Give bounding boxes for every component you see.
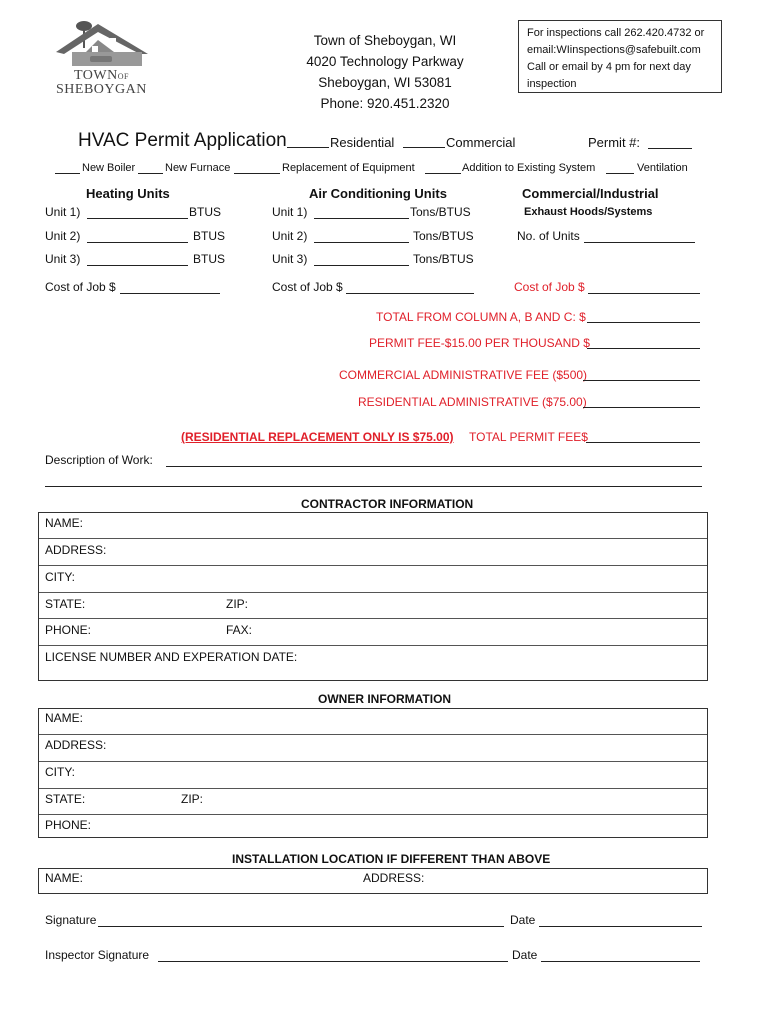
inspection-line-4: inspection [527,78,577,90]
ac-unit-1-suffix: Tons/BTUS [410,205,471,219]
ac-unit-3-label: Unit 3) [272,252,308,266]
new-furnace-blank[interactable] [138,173,163,174]
owner-city-field[interactable]: CITY: [45,765,76,779]
inspection-line-3: Call or email by 4 pm for next day [527,61,691,73]
heating-unit-3-label: Unit 3) [45,252,81,266]
new-boiler-label: New Boiler [82,162,136,174]
residential-label: Residential [330,135,395,150]
ac-unit-2-label: Unit 2) [272,229,308,243]
residential-admin-label: RESIDENTIAL ADMINISTRATIVE ($75.00) [358,395,587,409]
contractor-zip-field[interactable]: ZIP: [226,597,249,611]
new-furnace-label: New Furnace [165,162,231,174]
commercial-subheading: Exhaust Hoods/Systems [524,206,653,218]
inspector-signature-label: Inspector Signature [45,948,150,962]
form-title: HVAC Permit Application [78,130,287,151]
signature-label: Signature [45,913,97,927]
contractor-fax-field[interactable]: FAX: [226,623,253,637]
town-address [290,30,480,114]
ventilation-label: Ventilation [637,162,688,174]
commercial-admin-label: COMMERCIAL ADMINISTRATIVE FEE ($500) [339,368,588,382]
ac-unit-3-field[interactable] [314,265,409,266]
permit-fee-label: PERMIT FEE-$15.00 PER THOUSAND $ [369,336,590,350]
owner-state-field[interactable]: STATE: [45,792,86,806]
address-phone: Phone: 920.451.2320 [320,96,450,111]
contractor-heading: CONTRACTOR INFORMATION [301,497,474,511]
ac-unit-3-suffix: Tons/BTUS [413,252,474,266]
logo-town-text: TOWNOF [74,68,129,83]
ac-unit-1-field[interactable] [314,218,409,219]
inspection-info-box [518,20,722,93]
contractor-city-field[interactable]: CITY: [45,570,76,584]
permit-number-field[interactable] [648,148,692,149]
heating-unit-2-field[interactable] [87,242,188,243]
ac-unit-2-suffix: Tons/BTUS [413,229,474,243]
residential-blank[interactable] [287,147,329,148]
heating-unit-1-label: Unit 1) [45,205,81,219]
ac-cost-field[interactable] [346,293,474,294]
installation-name-field[interactable]: NAME: [45,871,84,885]
signature-date-label: Date [510,913,536,927]
total-permit-fee-field[interactable] [586,442,700,443]
heating-cost-field[interactable] [120,293,220,294]
house-logo-icon [52,18,160,70]
contractor-info-box [38,512,708,681]
contractor-state-field[interactable]: STATE: [45,597,86,611]
commercial-admin-field[interactable] [583,380,700,381]
heating-heading: Heating Units [86,186,170,201]
total-abc-label: TOTAL FROM COLUMN A, B AND C: $ [376,310,586,324]
replacement-label: Replacement of Equipment [282,162,415,174]
ac-heading: Air Conditioning Units [309,186,447,201]
contractor-license-field[interactable]: LICENSE NUMBER AND EXPERATION DATE: [45,650,298,664]
heating-unit-1-field[interactable] [87,218,188,219]
ac-unit-2-field[interactable] [314,242,409,243]
owner-address-field[interactable]: ADDRESS: [45,738,107,752]
description-field-line-1[interactable] [166,466,702,467]
ac-cost-label: Cost of Job $ [272,280,343,294]
inspection-line-1: For inspections call 262.420.4732 or [527,27,705,39]
address-line-2: 4020 Technology Parkway [306,54,464,69]
residential-admin-field[interactable] [583,407,700,408]
owner-info-box [38,708,708,838]
description-field-line-2[interactable] [45,486,702,487]
total-permit-fee-label: TOTAL PERMIT FEE$ [469,430,588,444]
inspector-date-label: Date [512,948,538,962]
commercial-heading: Commercial/Industrial [522,186,659,201]
heating-unit-2-label: Unit 2) [45,229,81,243]
new-boiler-blank[interactable] [55,173,80,174]
owner-heading: OWNER INFORMATION [318,692,452,706]
logo-sheboygan-text: SHEBOYGAN [56,82,147,97]
total-abc-field[interactable] [587,322,700,323]
inspector-date-field[interactable] [541,961,700,962]
commercial-units-label: No. of Units [517,229,580,243]
installation-info-box [38,868,708,894]
inspector-signature-field[interactable] [158,961,508,962]
signature-date-field[interactable] [539,926,702,927]
commercial-label: Commercial [446,135,516,150]
permit-fee-field[interactable] [587,348,700,349]
addition-blank[interactable] [425,173,461,174]
commercial-cost-field[interactable] [588,293,700,294]
contractor-phone-field[interactable]: PHONE: [45,623,92,637]
heating-unit-3-field[interactable] [87,265,188,266]
owner-zip-field[interactable]: ZIP: [181,792,204,806]
heating-unit-2-suffix: BTUS [193,229,226,243]
town-logo [52,18,160,100]
ventilation-blank[interactable] [606,173,634,174]
contractor-address-field[interactable]: ADDRESS: [45,543,107,557]
commercial-units-field[interactable] [584,242,695,243]
residential-replacement-note: (RESIDENTIAL REPLACEMENT ONLY IS $75.00) [181,430,454,444]
installation-address-field[interactable]: ADDRESS: [363,871,425,885]
commercial-blank[interactable] [403,147,445,148]
permit-number-label: Permit #: [588,135,641,150]
ac-unit-1-label: Unit 1) [272,205,308,219]
description-label: Description of Work: [45,453,153,467]
heating-cost-label: Cost of Job $ [45,280,116,294]
addition-label: Addition to Existing System [462,162,596,174]
contractor-name-field[interactable]: NAME: [45,516,84,530]
commercial-cost-label: Cost of Job $ [514,280,585,294]
heating-unit-3-suffix: BTUS [193,252,226,266]
inspection-email[interactable]: email:WIinspections@safebuilt.com [527,44,701,56]
replacement-blank[interactable] [234,173,280,174]
owner-phone-field[interactable]: PHONE: [45,818,92,832]
owner-name-field[interactable]: NAME: [45,711,84,725]
installation-heading: INSTALLATION LOCATION IF DIFFERENT THAN ABOVE [232,852,551,866]
signature-field[interactable] [98,926,504,927]
address-line-3: Sheboygan, WI 53081 [318,75,452,90]
heating-unit-1-suffix: BTUS [189,205,222,219]
address-line-1: Town of Sheboygan, WI [313,33,457,48]
